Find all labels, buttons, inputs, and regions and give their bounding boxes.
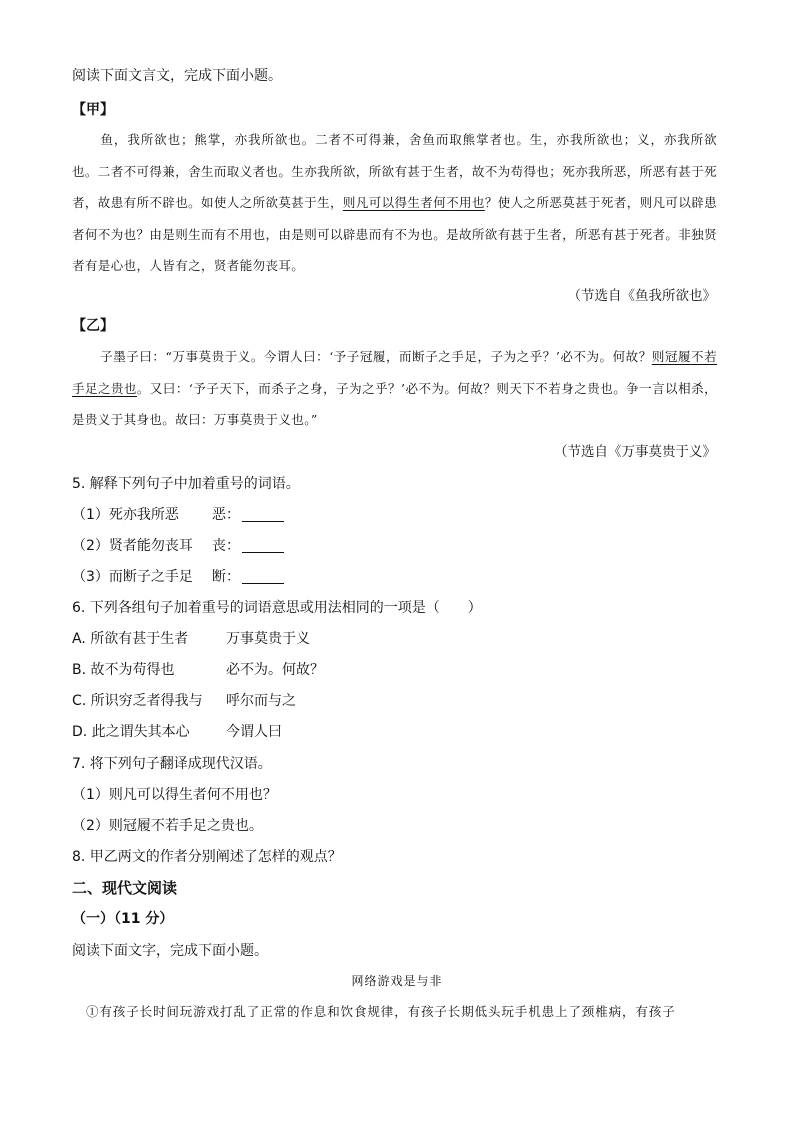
section-jia-label: 【甲】 <box>72 102 114 118</box>
section-2-instruction: 阅读下面文字，完成下面小题。 <box>72 943 268 959</box>
item-word: 恶： <box>212 507 240 523</box>
option-a: C. 所识穷乏者得我与 <box>72 693 203 709</box>
source-yi: （节选自《万事莫贵于义》 <box>554 444 716 460</box>
option-b: 呼尔而与之 <box>226 693 296 709</box>
question-5-title: 5. 解释下列句子中加着重号的词语。 <box>72 476 300 492</box>
question-6-title: 6. 下列各组句子加着重号的词语意思或用法相同的一项是（ ） <box>72 600 482 616</box>
option-a: B. 故不为苟得也 <box>72 662 175 678</box>
article-title: 网络游戏是与非 <box>351 974 443 988</box>
item-text: （1）死亦我所恶 <box>72 507 179 523</box>
question-5-item <box>72 505 284 525</box>
answer-blank[interactable] <box>242 507 284 522</box>
answer-blank[interactable] <box>242 569 284 584</box>
question-5-item <box>72 536 284 556</box>
question-6-option <box>72 629 310 649</box>
passage-jia-text-b: ？使人之所恶莫甚于死者，则凡可以辟患者何不为也？由是则生而有不用也，由是则可以辟患而有不为也。是故所欲有甚于生者，所恶有甚于死者。非独贤者有是心也，人皆有之，贤者能勿丧耳。 <box>72 195 718 274</box>
section-yi-label: 【乙】 <box>72 318 114 334</box>
passage-yi-text-a: 子墨子曰：“万事莫贵于义。今谓人曰：‘予子冠履，而断子之手足，子为之乎？’必不为。何故？ <box>100 349 652 364</box>
option-b: 万事莫贵于义 <box>226 631 310 647</box>
source-jia: （节选自《鱼我所欲也》 <box>567 288 716 304</box>
question-8-title: 8. 甲乙两文的作者分别阐述了怎样的观点？ <box>72 849 342 865</box>
option-b: 今谓人曰 <box>226 724 282 740</box>
passage-yi-underlined: 则冠履不若手足之贵也 <box>72 349 717 396</box>
question-6-option <box>72 722 282 742</box>
option-a: A. 所欲有甚于生者 <box>72 631 189 647</box>
item-text: （3）而断子之手足 <box>72 569 193 585</box>
answer-blank[interactable] <box>242 538 284 553</box>
section-2-subtitle: （一）（11 分） <box>72 911 174 927</box>
reading-instruction: 阅读下面文言文，完成下面小题。 <box>72 68 282 84</box>
question-6-option <box>72 691 296 711</box>
passage-yi-text-b: 。又曰：‘予子天下，而杀子之身，子为之乎？’必不为。何故？则天下不若身之贵也。争一言以相杀，是贵义于其身也。故曰：万事莫贵于义也。” <box>72 380 717 428</box>
option-b: 必不为。何故？ <box>226 662 324 678</box>
question-5-item <box>72 567 284 587</box>
item-word: 断： <box>212 569 240 585</box>
passage-jia <box>72 124 717 282</box>
item-text: （2）贤者能勿丧耳 <box>72 538 193 554</box>
passage-jia-underlined: 则凡可以得生者何不用也 <box>342 195 485 211</box>
section-2-title: 二、现代文阅读 <box>72 879 178 897</box>
passage-jia-text-a: 鱼，我所欲也；熊掌，亦我所欲也。二者不可得兼，舍鱼而取熊掌者也。生，亦我所欲也；义，亦我所欲也。二者不可得兼，舍生而取义者也。生亦我所欲，所欲有甚于生者，故不为苟得也；死亦我所恶，所恶有甚于死者，故患有所不辟也。如使人之所欲莫甚于生， <box>72 132 718 211</box>
option-a: D. 此之谓失其本心 <box>72 724 190 740</box>
passage-yi <box>72 341 717 436</box>
question-7-title: 7. 将下列句子翻译成现代汉语。 <box>72 756 272 772</box>
article-first-line: ①有孩子长时间玩游戏打乱了正常的作息和饮食规律，有孩子长期低头玩手机患上了颈椎病，有孩子 <box>86 1004 676 1019</box>
question-6-option <box>72 660 324 680</box>
item-word: 丧： <box>212 538 240 554</box>
question-7-item: （1）则凡可以得生者何不用也？ <box>72 787 277 803</box>
question-7-item: （2）则冠履不若手足之贵也。 <box>72 818 263 834</box>
